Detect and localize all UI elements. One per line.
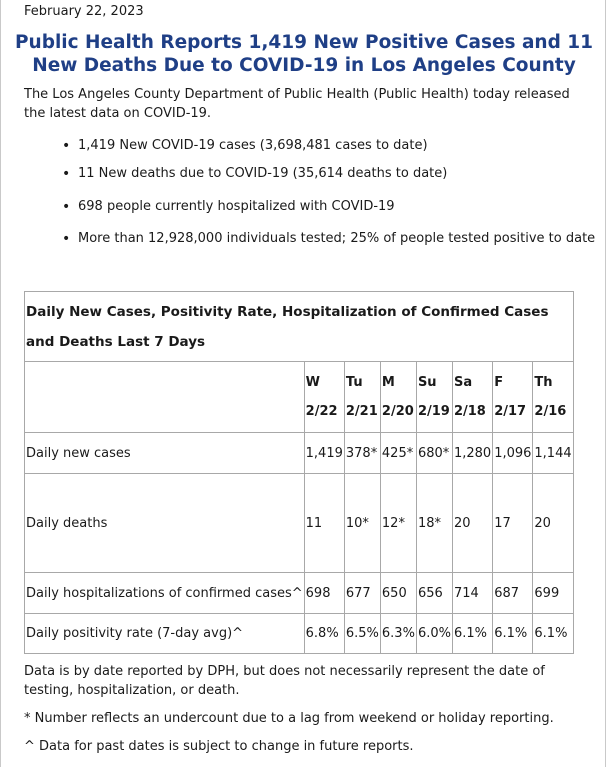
column-header: Tu 2/21 [344, 362, 380, 433]
table-cell: 6.1% [493, 614, 533, 654]
row-label: Daily deaths [25, 474, 305, 573]
table-cell: 12* [380, 474, 416, 573]
list-item: • 698 people currently hospitalized with COVID-19 [78, 198, 595, 216]
table-cell: 20 [452, 474, 492, 573]
table-cell: 18* [416, 474, 452, 573]
column-header: W 2/22 [304, 362, 344, 433]
table-cell: 1,280 [452, 433, 492, 474]
table-cell: 656 [416, 573, 452, 614]
table-cell: 378* [344, 433, 380, 474]
row-label: Daily hospitalizations of confirmed cases^ [25, 573, 305, 614]
column-header: Sa 2/18 [452, 362, 492, 433]
table-cell: 6.8% [304, 614, 344, 654]
footnote: * Number reflects an undercount due to a lag from weekend or holiday reporting. [24, 711, 554, 726]
table-cell: 425* [380, 433, 416, 474]
list-item: • 1,419 New COVID-19 cases (3,698,481 cases to date) [78, 137, 595, 155]
table-cell: 1,419 [304, 433, 344, 474]
table-cell: 714 [452, 573, 492, 614]
daily-data-table [24, 291, 574, 654]
table-cell: 6.0% [416, 614, 452, 654]
column-header: Su 2/19 [416, 362, 452, 433]
list-item: • 11 New deaths due to COVID-19 (35,614 deaths to date) [78, 165, 595, 183]
table-cell: 650 [380, 573, 416, 614]
table-header-row [25, 362, 574, 433]
table-cell: 1,096 [493, 433, 533, 474]
list-item: • More than 12,928,000 individuals tested; 25% of people tested positive to date [78, 230, 595, 248]
empty-header-cell [25, 362, 305, 433]
table-row [25, 433, 574, 474]
table-cell: 17 [493, 474, 533, 573]
column-header: M 2/20 [380, 362, 416, 433]
row-label: Daily positivity rate (7-day avg)^ [25, 614, 305, 654]
table-row [25, 474, 574, 573]
table-cell: 699 [533, 573, 573, 614]
table-cell: 680* [416, 433, 452, 474]
table-cell: 10* [344, 474, 380, 573]
footnotes [24, 662, 584, 756]
table-cell: 698 [304, 573, 344, 614]
intro-paragraph: The Los Angeles County Department of Public Health (Public Health) today released the latest data on COVID-19. [24, 87, 570, 121]
table-cell: 20 [533, 474, 573, 573]
table-cell: 6.1% [533, 614, 573, 654]
table-row [25, 614, 574, 654]
release-date: February 22, 2023 [24, 4, 144, 19]
table-title-row [25, 292, 574, 362]
footnote: ^ Data for past dates is subject to change in future reports. [24, 739, 414, 754]
column-header: F 2/17 [493, 362, 533, 433]
key-figures-list [24, 128, 595, 248]
table-cell: 6.1% [452, 614, 492, 654]
footnote: Data is by date reported by DPH, but does not necessarily represent the date of testing, hospitalization, or death. [24, 664, 545, 698]
table-row [25, 573, 574, 614]
table-cell: 6.3% [380, 614, 416, 654]
table-cell: 1,144 [533, 433, 573, 474]
table-cell: 677 [344, 573, 380, 614]
table-cell: 687 [493, 573, 533, 614]
headline: Public Health Reports 1,419 New Positive Cases and 11 New Deaths Due to COVID-19 in Los Angeles County [14, 32, 594, 76]
table-cell: 6.5% [344, 614, 380, 654]
column-header: Th 2/16 [533, 362, 573, 433]
table-cell: 11 [304, 474, 344, 573]
table-title: Daily New Cases, Positivity Rate, Hospitalization of Confirmed Cases and Deaths Last 7 Days [25, 292, 574, 362]
row-label: Daily new cases [25, 433, 305, 474]
